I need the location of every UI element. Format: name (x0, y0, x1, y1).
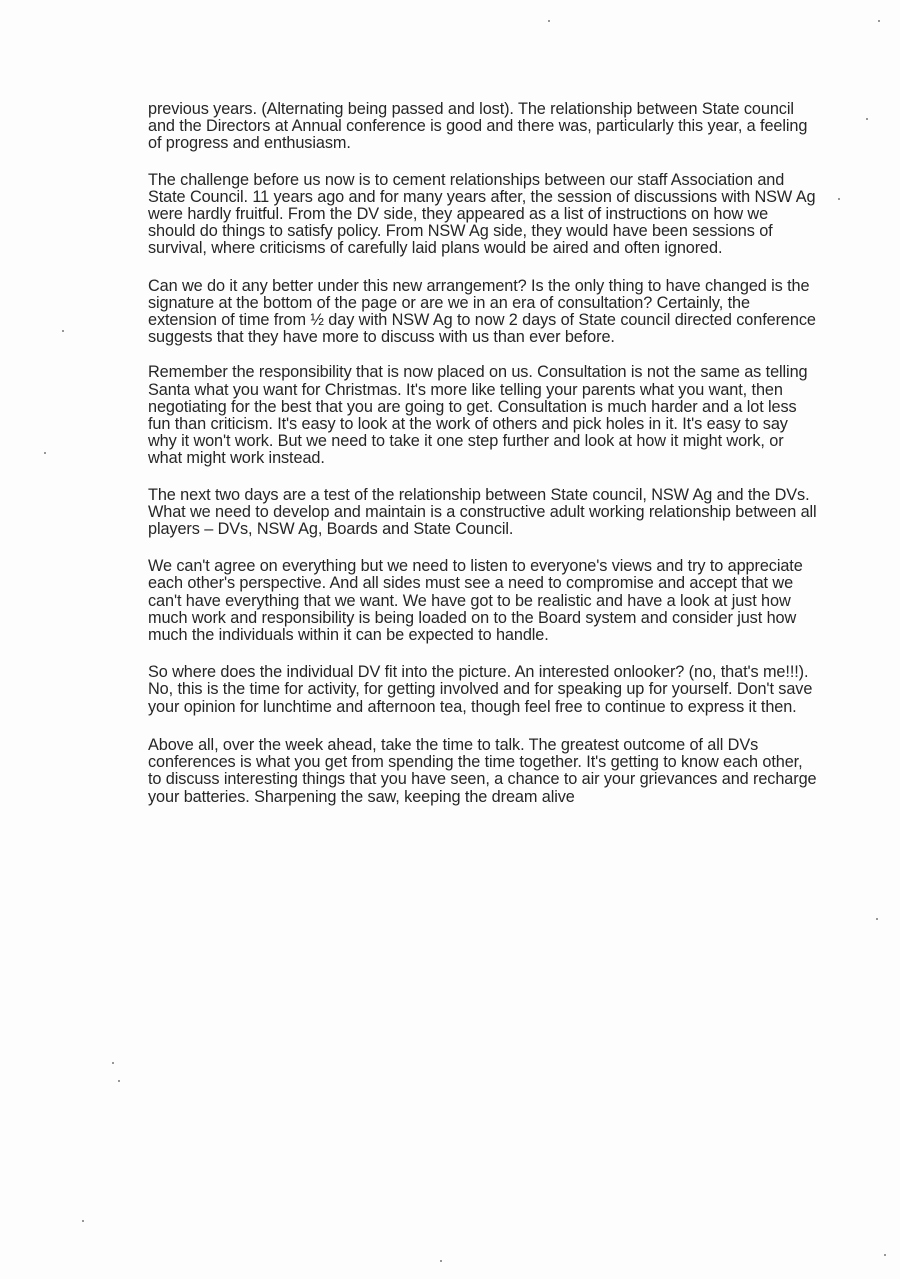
paragraph-5: The next two days are a test of the relationship between State council, NSW Ag and the DVs. What we need to develop and maintain is a constructive adult working relationship between all players – DVs, NSW Ag, Boards and State Council. (148, 485, 817, 539)
scan-speck (878, 20, 880, 22)
paragraph-7: So where does the individual DV fit into the picture. An interested onlooker? (no, that's me!!!). No, this is the time for activity, for getting involved and for speaking up for yourself. Don't save your opinion for lunchtime and afternoon tea, though feel free to continue to express it then. (148, 663, 813, 716)
scan-speck (440, 1260, 442, 1262)
paragraph-1: previous years. (Alternating being passed and lost). The relationship between State council and the Directors at Annual conference is good and there was, particularly this year, a feeling of progress and enthusiasm. (148, 100, 808, 153)
paragraph-2: The challenge before us now is to cement relationships between our staff Association and State Council. 11 years ago and for many years after, the session of discussions with NSW Ag were hardly fruitful. From the DV side, they appeared as a list of instructions on how we should do things to satisfy policy. From NSW Ag side, they would have been sessions of survival, where criticisms of carefully laid plans would be aired and often ignored. (148, 170, 816, 258)
scan-speck (838, 198, 840, 200)
document-body (148, 101, 818, 806)
scan-speck (884, 1254, 886, 1256)
scan-speck (866, 118, 868, 120)
scan-speck (118, 1080, 120, 1082)
scan-speck (548, 20, 550, 22)
paragraph-8: Above all, over the week ahead, take the time to talk. The greatest outcome of all DVs conferences is what you get from spending the time together. It's getting to know each other, to discuss interesting things that you have seen, a chance to air your grievances and recharge your batteries. Sharpening the saw, keeping the dream alive (148, 735, 817, 806)
scan-speck (876, 918, 878, 920)
paragraph-4: Remember the responsibility that is now placed on us. Consultation is not the same as telling Santa what you want for Christmas. It's more like telling your parents what you want, then negotiating for the best that you are going to get. Consultation is much harder and a lot less fun than criticism. It's easy to look at the work of others and pick holes in it. It's easy to say why it won't work. But we need to take it one step further and look at how it might work, or what might work instead. (148, 363, 808, 468)
paragraph-3: Can we do it any better under this new arrangement? Is the only thing to have changed is the signature at the bottom of the page or are we in an era of consultation? Certainly, the extension of time from ½ day with NSW Ag to now 2 days of State council directed conference suggests that they have more to discuss with us than ever before. (148, 276, 816, 347)
scan-speck (62, 330, 64, 332)
scan-speck (44, 452, 46, 454)
paragraph-6: We can't agree on everything but we need to listen to everyone's views and try to appreciate each other's perspective. And all sides must see a need to compromise and accept that we can't have everything that we want. We have got to be realistic and have a look at just how much work and responsibility is being loaded on to the Board system and consider just how much the individuals within it can be expected to handle. (148, 557, 803, 645)
scan-speck (82, 1220, 84, 1222)
scan-speck (112, 1062, 114, 1064)
